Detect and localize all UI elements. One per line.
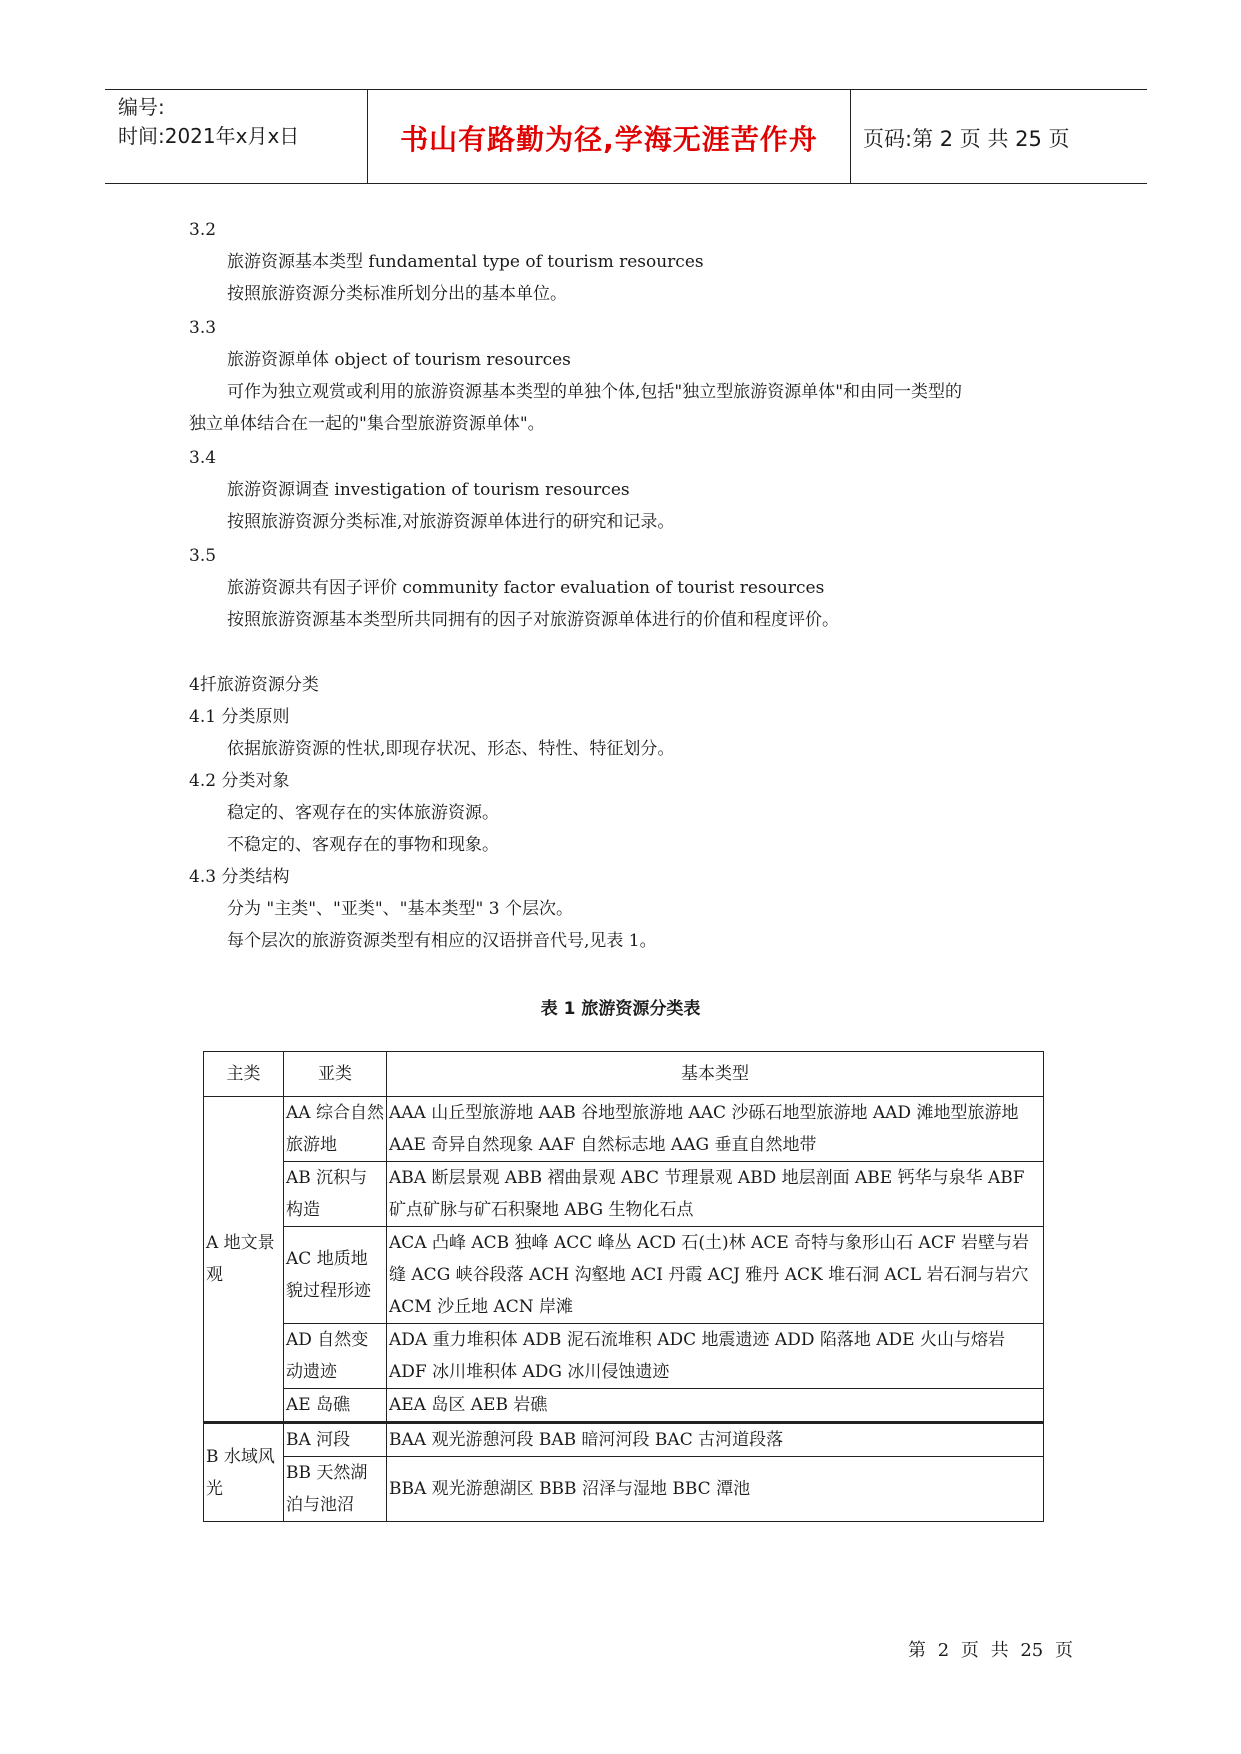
table-row <box>204 1162 1044 1227</box>
basic-type-cell: AEA 岛区 AEB 岩礁 <box>387 1389 1044 1423</box>
page-header <box>105 89 1147 184</box>
body-line: 4.1 分类原则 <box>189 707 290 727</box>
header-subcategory: 亚类 <box>284 1052 387 1097</box>
subcategory-cell: BA 河段 <box>284 1423 387 1457</box>
table-row <box>204 1457 1044 1522</box>
subcategory-cell: AE 岛礁 <box>284 1389 387 1423</box>
body-line: 旅游资源调查 investigation of tourism resources <box>227 480 630 500</box>
body-line: 旅游资源单体 object of tourism resources <box>227 350 571 370</box>
basic-type-cell: BAA 观光游憩河段 BAB 暗河河段 BAC 古河道段落 <box>387 1423 1044 1457</box>
body-line: 3.3 <box>189 318 217 338</box>
header-meta <box>118 93 299 151</box>
body-line: 4扦旅游资源分类 <box>189 675 319 695</box>
basic-type-cell: ABA 断层景观 ABB 褶曲景观 ABC 节理景观 ABD 地层剖面 ABE 钙华与泉华 ABF 矿点矿脉与矿石积聚地 ABG 生物化石点 <box>387 1162 1044 1227</box>
body-line: 旅游资源共有因子评价 community factor evaluation of tourist resources <box>227 578 825 598</box>
subcategory-cell: AC 地质地貌过程形迹 <box>284 1227 387 1324</box>
body-line: 独立单体结合在一起的"集合型旅游资源单体"。 <box>189 414 545 434</box>
main-category-cell: B 水域风光 <box>204 1423 284 1522</box>
body-line: 依据旅游资源的性状,即现存状况、形态、特性、特征划分。 <box>227 739 675 759</box>
header-basic-type: 基本类型 <box>387 1052 1044 1097</box>
body-line: 可作为独立观赏或利用的旅游资源基本类型的单独个体,包括"独立型旅游资源单体"和由同一类型的 <box>227 382 963 402</box>
body-line: 3.5 <box>189 546 217 566</box>
body-line: 稳定的、客观存在的实体旅游资源。 <box>227 803 499 823</box>
table-row <box>204 1423 1044 1457</box>
body-line: 按照旅游资源分类标准所划分出的基本单位。 <box>227 284 567 304</box>
header-motto-cell <box>367 90 851 183</box>
body-line: 3.4 <box>189 448 217 468</box>
table-header-row <box>204 1052 1044 1097</box>
subcategory-cell: AA 综合自然旅游地 <box>284 1097 387 1162</box>
subcategory-cell: AD 自然变动遗迹 <box>284 1324 387 1389</box>
body-line: 不稳定的、客观存在的事物和现象。 <box>227 835 499 855</box>
basic-type-cell: ACA 凸峰 ACB 独峰 ACC 峰丛 ACD 石(土)林 ACE 奇特与象形山石 ACF 岩壁与岩缝 ACG 峡谷段落 ACH 沟壑地 ACI 丹霞 ACJ 雅丹 ACK 堆石洞 ACL 岩石洞与岩穴 ACM 沙丘地 ACN 岸滩 <box>387 1227 1044 1324</box>
subcategory-cell: BB 天然湖泊与池沼 <box>284 1457 387 1522</box>
table-row <box>204 1097 1044 1162</box>
body-line: 4.3 分类结构 <box>189 867 290 887</box>
main-category-cell: A 地文景观 <box>204 1097 284 1423</box>
table-row <box>204 1389 1044 1423</box>
basic-type-cell: BBA 观光游憩湖区 BBB 沼泽与湿地 BBC 潭池 <box>387 1457 1044 1522</box>
number-label: 编号: <box>118 95 165 119</box>
body-line: 每个层次的旅游资源类型有相应的汉语拼音代号,见表 1。 <box>227 931 657 951</box>
header-main-category: 主类 <box>204 1052 284 1097</box>
table-row <box>204 1324 1044 1389</box>
body-line: 旅游资源基本类型 fundamental type of tourism resources <box>227 252 704 272</box>
body-line: 4.2 分类对象 <box>189 771 290 791</box>
subcategory-cell: AB 沉积与构造 <box>284 1162 387 1227</box>
motto-text: 书山有路勤为径,学海无涯苦作舟 <box>400 123 818 156</box>
page-footer: 第 2 页 共 25 页 <box>908 1640 1073 1661</box>
table-caption: 表 1 旅游资源分类表 <box>540 999 701 1019</box>
body-line: 分为 "主类"、"亚类"、"基本类型" 3 个层次。 <box>227 899 573 919</box>
basic-type-cell: ADA 重力堆积体 ADB 泥石流堆积 ADC 地震遗迹 ADD 陷落地 ADE 火山与熔岩 ADF 冰川堆积体 ADG 冰川侵蚀遗迹 <box>387 1324 1044 1389</box>
time-label: 时间:2021年x月x日 <box>118 124 300 148</box>
basic-type-cell: AAA 山丘型旅游地 AAB 谷地型旅游地 AAC 沙砾石地型旅游地 AAD 滩地型旅游地 AAE 奇异自然现象 AAF 自然标志地 AAG 垂直自然地带 <box>387 1097 1044 1162</box>
body-line: 3.2 <box>189 220 217 240</box>
page-number-label: 页码:第 2 页 共 25 页 <box>863 127 1070 151</box>
table-row <box>204 1227 1044 1324</box>
body-line: 按照旅游资源基本类型所共同拥有的因子对旅游资源单体进行的价值和程度评价。 <box>227 610 839 630</box>
classification-table <box>203 1051 1044 1522</box>
body-line: 按照旅游资源分类标准,对旅游资源单体进行的研究和记录。 <box>227 512 675 532</box>
